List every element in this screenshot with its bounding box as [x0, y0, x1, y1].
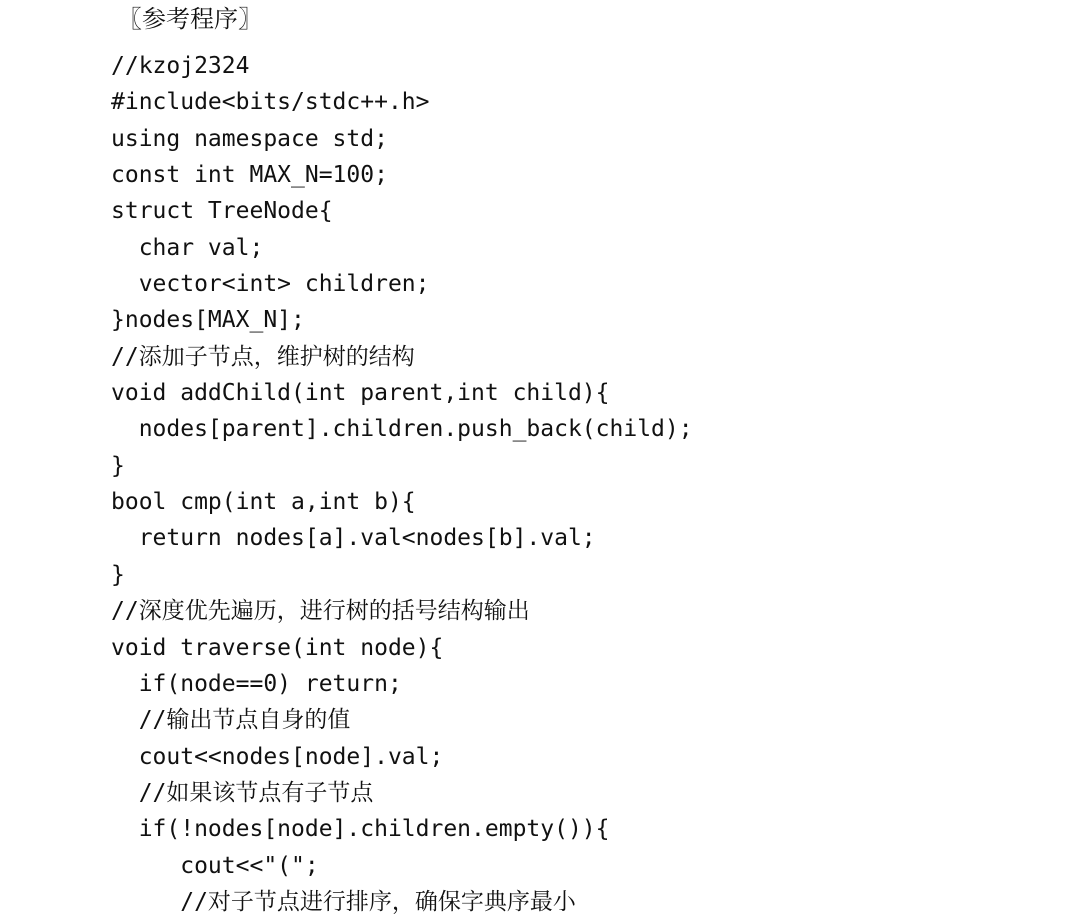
code-comment-line: //如果该节点有子节点: [111, 779, 374, 806]
code-line: nodes[parent].children.push_back(child);: [111, 416, 693, 443]
code-line: bool cmp(int a,int b){: [111, 489, 416, 516]
code-line: return nodes[a].val<nodes[b].val;: [111, 525, 596, 552]
code-comment-line: //添加子节点，维护树的结构: [111, 343, 415, 370]
code-listing: [111, 48, 693, 920]
code-line: cout<<nodes[node].val;: [111, 743, 444, 770]
code-line: if(!nodes[node].children.empty()){: [111, 816, 610, 843]
code-comment-line: //对子节点进行排序，确保字典序最小: [111, 888, 576, 915]
section-heading: 〖参考程序〗: [118, 5, 262, 33]
code-comment-line: //输出节点自身的值: [111, 707, 351, 734]
code-line: //kzoj2324: [111, 53, 250, 79]
code-comment-line: //深度优先遍历，进行树的括号结构输出: [111, 598, 530, 625]
code-line: char val;: [111, 234, 264, 261]
code-line: void addChild(int parent,int child){: [111, 380, 610, 407]
code-line: }nodes[MAX_N];: [111, 307, 305, 334]
code-line: cout<<"(";: [111, 852, 319, 879]
code-line: }: [111, 452, 125, 479]
code-line: vector<int> children;: [111, 271, 430, 298]
code-line: if(node==0) return;: [111, 670, 402, 697]
code-line: }: [111, 561, 125, 588]
code-line: void traverse(int node){: [111, 634, 444, 661]
code-line: #include<bits/stdc++.h>: [111, 89, 430, 116]
code-line: struct TreeNode{: [111, 198, 333, 225]
code-line: using namespace std;: [111, 125, 388, 152]
code-line: const int MAX_N=100;: [111, 162, 388, 189]
